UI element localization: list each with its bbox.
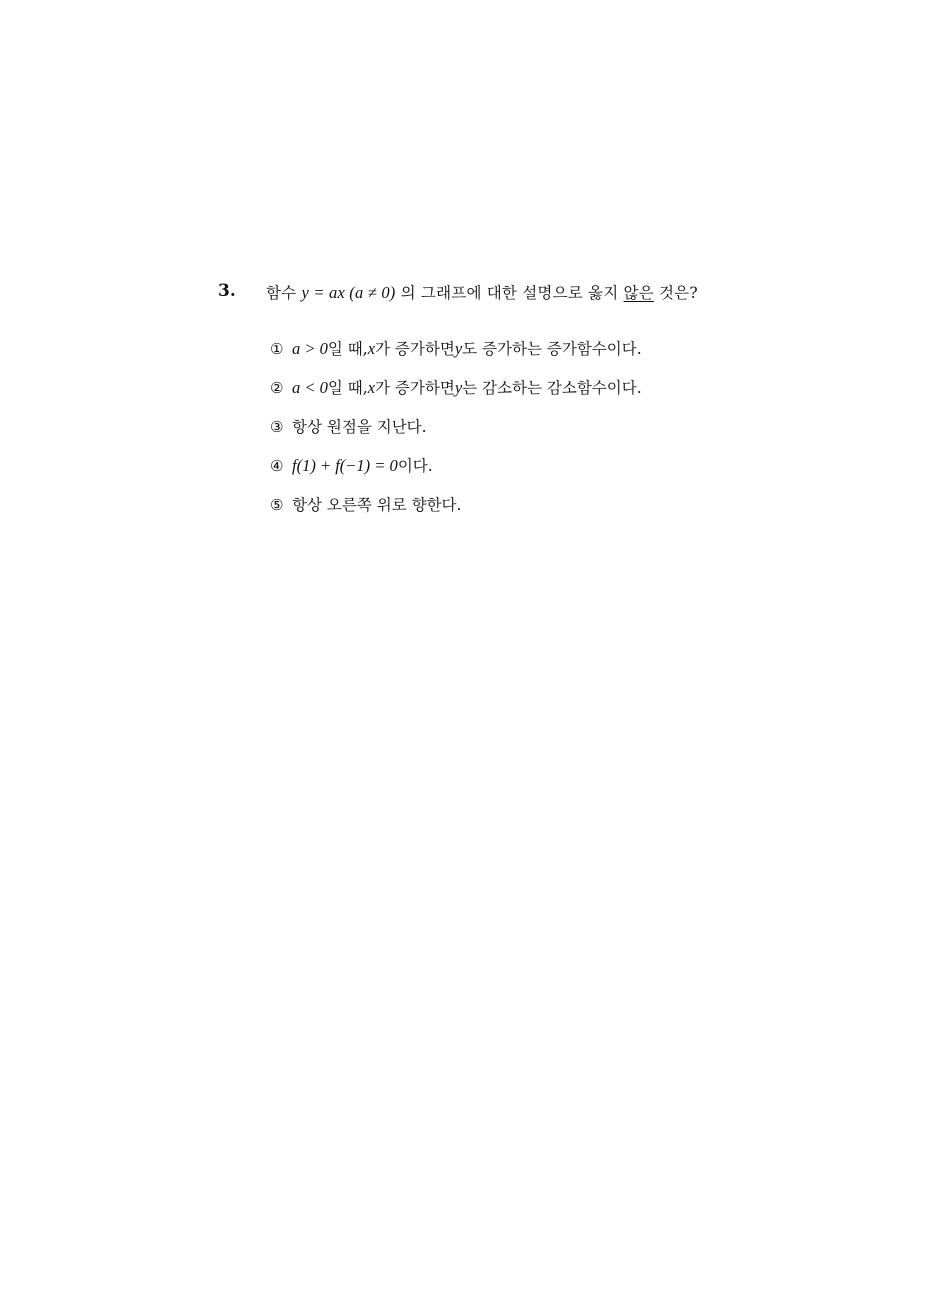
choice-2[interactable] <box>270 376 642 415</box>
choice-4[interactable] <box>270 454 642 493</box>
choice-1-mark: ① <box>270 340 284 358</box>
question-stem <box>266 281 698 303</box>
stem-middle: 의 그래프에 대한 설명으로 옳지 <box>395 284 624 302</box>
choice-1-text2: 가 증가하면 <box>375 340 455 358</box>
choice-5[interactable] <box>270 493 642 532</box>
stem-function: y = ax <box>301 283 345 302</box>
choice-3[interactable] <box>270 415 642 454</box>
choice-2-text3: 는 감소하는 감소함수이다. <box>462 379 642 397</box>
stem-prefix: 함수 <box>266 284 302 302</box>
choice-1-math2: x <box>367 339 376 358</box>
stem-suffix: 것은? <box>653 284 698 302</box>
choice-5-mark: ⑤ <box>270 496 284 514</box>
choice-1-text: 일 때, <box>327 340 368 358</box>
choice-2-text2: 가 증가하면 <box>375 379 455 397</box>
choice-list <box>270 337 642 532</box>
choice-4-math: f(1) + f(−1) = 0 <box>292 456 398 475</box>
choice-3-mark: ③ <box>270 418 284 436</box>
choice-2-mark: ② <box>270 379 284 397</box>
choice-2-math: a < 0 <box>292 378 328 397</box>
stem-emphasis: 않은 <box>623 284 654 302</box>
choice-1-math: a > 0 <box>292 339 328 358</box>
choice-4-text: 이다. <box>397 457 433 475</box>
choice-1-math3: y <box>454 339 463 358</box>
choice-2-math2: x <box>367 378 376 397</box>
choice-5-text: 항상 오른쪽 위로 향한다. <box>292 496 462 514</box>
choice-3-text: 항상 원점을 지난다. <box>292 418 427 436</box>
choice-1[interactable] <box>270 337 642 376</box>
choice-2-text: 일 때, <box>327 379 368 397</box>
choice-1-text3: 도 증가하는 증가함수이다. <box>462 340 642 358</box>
question-number: 3. <box>218 281 236 301</box>
stem-condition: (a ≠ 0) <box>344 283 396 302</box>
choice-4-mark: ④ <box>270 457 284 475</box>
choice-2-math3: y <box>454 378 463 397</box>
